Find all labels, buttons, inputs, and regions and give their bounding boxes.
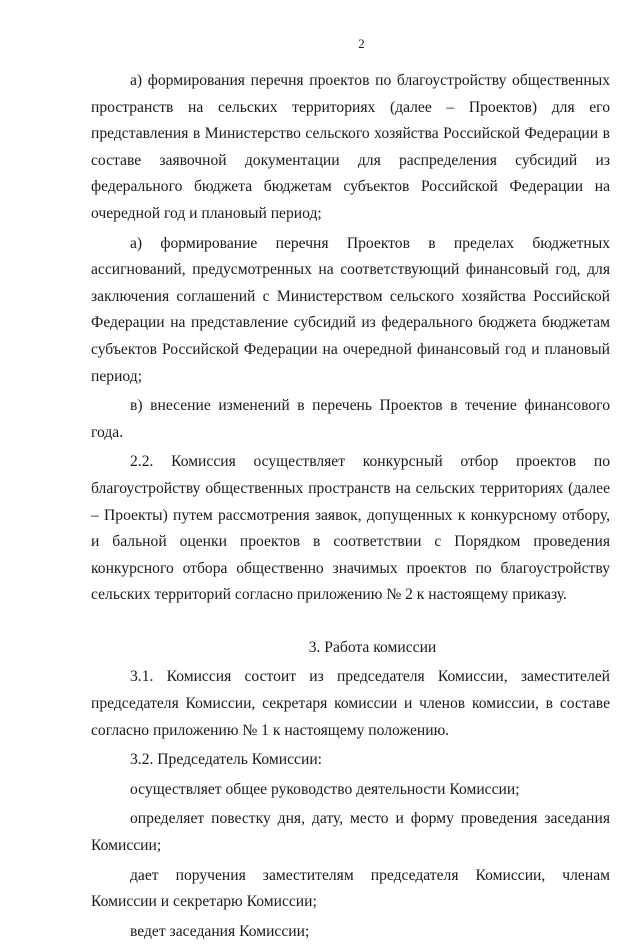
paragraph-3-1-composition: 3.1. Комиссия состоит из председателя Комиссии, заместителей председателя Комиссии, секретаря комиссии и членов комиссии, в составе согласно приложению № 1 к настоящему положению. xyxy=(91,668,610,739)
paragraph-conducts-meetings: ведет заседания Комиссии; xyxy=(130,922,310,940)
paragraph-item-v-changes: в) внесение изменений в перечень Проектов в течение финансового года. xyxy=(91,397,610,441)
paragraph-instructions: дает поручения заместителям председателя Комиссии, членам Комиссии и секретарю Комиссии; xyxy=(91,866,610,911)
paragraph-3-2-chairman: 3.2. Председатель Комиссии: xyxy=(130,751,323,769)
paragraph-item-a-list-formation: а) формирование перечня Проектов в пределах бюджетных ассигнований, предусмотренных на соответствующий финансовый год, для заключения соглашений с Министерством сельского хозяйства Российской Федерации на представление субсидий из федерального бюджета бюджетам субъектов Российской Федерации на очередной финансовый год и плановый период; xyxy=(91,234,610,385)
paragraph-general-management: осуществляет общее руководство деятельности Комиссии; xyxy=(130,780,520,798)
paragraph-agenda: определяет повестку дня, дату, место и форму проведения заседания Комиссии; xyxy=(91,810,610,855)
paragraph-item-a-formation: а) формирования перечня проектов по благоустройству общественных пространств на сельских территориях (далее – Проектов) для его представления в Министерство сельского хозяйства Российской Федерации в составе заявочной документации для распределения субсидий из федерального бюджета бюджетам субъектов Российской Федерации на очередной год и плановый период; xyxy=(91,72,610,222)
page-number: 2 xyxy=(358,36,365,51)
paragraph-2-2-commission-selection: 2.2. Комиссия осуществляет конкурсный отбор проектов по благоустройству общественных пространств на сельских территориях (далее – Проекты) путем рассмотрения заявок, допущенных к конкурсному отбору, и бальной оценки проектов в соответствии с Порядком проведения конкурсного отбора общественно значимых проектов по благоустройству сельских территорий согласно приложению № 2 к настоящему приказу. xyxy=(91,453,610,604)
section-heading: 3. Работа комиссии xyxy=(308,638,437,656)
